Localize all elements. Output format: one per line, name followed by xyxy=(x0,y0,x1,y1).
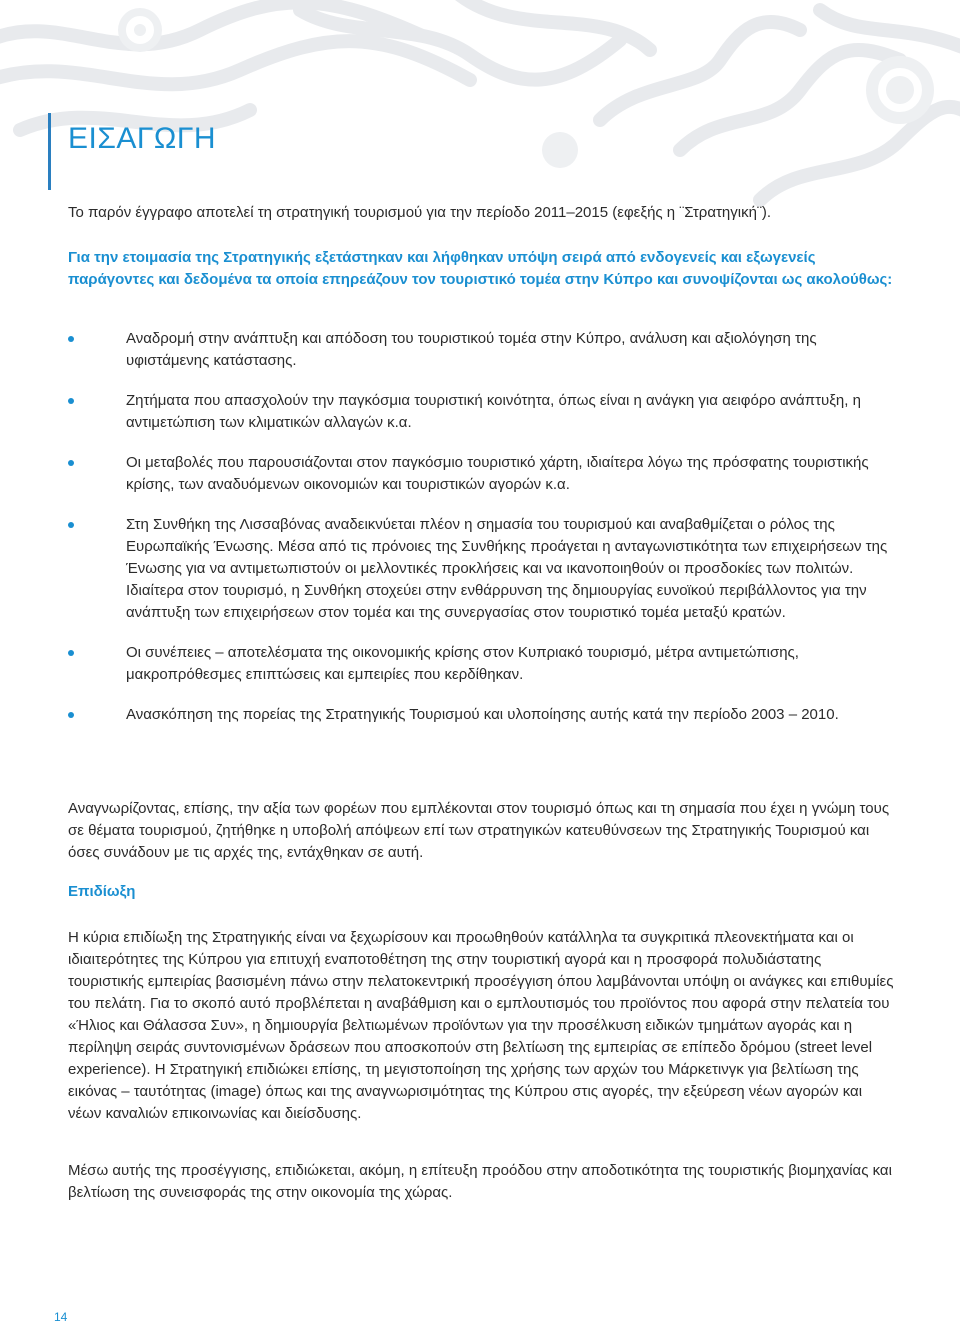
bullet-icon xyxy=(68,522,74,528)
list-item xyxy=(68,328,898,372)
intro-paragraph: Το παρόν έγγραφο αποτελεί τη στρατηγική τουρισμού για την περίοδο 2011–2015 (εφεξής η ¨Στρατηγική¨). xyxy=(68,204,772,221)
closing-paragraph: Μέσω αυτής της προσέγγισης, επιδιώκεται, ακόμη, η επίτευξη προόδου στην αποδοτικότητα της τουριστικής βιομηχανίας και βελτίωση της συνεισφοράς της στην οικονομία της χώρας. xyxy=(68,1162,892,1201)
recognition-paragraph: Αναγνωρίζοντας, επίσης, την αξία των φορέων που εμπλέκονται στον τουρισμό όπως και τη σημασία που έχει η γνώμη τους σε θέματα τουρισμού, ζητήθηκε η υποβολή απόψεων επί των στρατηγικών κατευθύνσεων της Στρατηγικής Τουρισμού και όσες συνάδουν με τις αρχές της, εντάχθηκαν σε αυτή. xyxy=(68,800,890,861)
list-item-text: Ανασκόπηση της πορείας της Στρατηγικής Τουρισμού και υλοποίησης αυτής κατά την περίοδο 2003 – 2010. xyxy=(126,706,839,723)
list-item-text: Στη Συνθήκη της Λισσαβόνας αναδεικνύεται πλέον η σημασία του τουρισμού και αναβαθμίζεται ο ρόλος της Ευρωπαϊκής Ένωσης. Μέσα από τις πρόνοιες της Συνθήκης προάγεται η ανταγωνιστικότητα των επιχειρήσεων της Ένωσης για να αντιμετωπιστούν οι μελλοντικές προκλήσεις και να ικανοποιηθούν οι προσδοκίες των πολιτών. Ιδιαίτερα στον τουρισμό, η Συνθήκη στοχεύει στην ενθάρρυνση της δημιουργίας ευνοϊκού περιβάλλοντος για την ανάπτυξη των επιχειρήσεων στον τομέα και της συνεργασίας στον τουριστικό τομέα μεταξύ κρατών. xyxy=(126,516,888,621)
list-item-text: Οι μεταβολές που παρουσιάζονται στον παγκόσμιο τουριστικό χάρτη, ιδιαίτερα λόγω της πρόσφατης τουριστικής κρίσης, των αναδυόμενων οικονομιών και τουριστικών αγορών κ.α. xyxy=(126,454,869,493)
list-item-text: Οι συνέπειες – αποτελέσματα της οικονομικής κρίσης στον Κυπριακό τουρισμό, μέτρα αντιμετώπισης, μακροπρόθεσμες επιπτώσεις και εμπειρίες που κερδίθηκαν. xyxy=(126,644,799,683)
decorative-wave-pattern xyxy=(0,0,960,215)
bullet-icon xyxy=(68,398,74,404)
title-accent-bar xyxy=(48,113,51,190)
list-item xyxy=(68,642,898,686)
list-item xyxy=(68,452,898,496)
objective-paragraph: Η κύρια επιδίωξη της Στρατηγικής είναι να ξεχωρίσουν και προωθηθούν κατάλληλα τα συγκριτικά πλεονεκτήματα και οι ιδιαιτερότητες της Κύπρου για επιτυχή εναποτοθέτηση της στην τουριστική αγορά και η προσφορά πολυδιάστατης τουριστικής εμπειρίας βασισμένη πάνω στην πελατοκεντρική προσέγγιση όπου λαμβάνονται υπόψη οι ανάγκες και επιθυμίες του πελάτη. Για το σκοπό αυτό προβλέπεται η αναβάθμιση και ο εμπλουτισμός του προϊόντος που αφορά στην πελατεία του «Ήλιος και Θάλασσα Συν», η δημιουργία βελτιωμένων προϊόντων για την προσέλκυση ειδικών τμημάτων αγοράς και η περίληψη σειράς συντονισμένων δράσεων που αποσκοπούν στη βελτίωση της εμπειρίας σε επίπεδο δρόμου (street level experience). Η Στρατηγική επιδιώκει επίσης, τη μεγιστοποίηση της χρήσης των αρχών του Μάρκετινγκ για βελτίωση της εικόνας – ταυτότητας (image) όπως και της αναγνωρισιμότητας της Κύπρου στις αγορές, την εξεύρεση νέων αγορών και νέων καναλιών επικοινωνίας και διείσδυσης. xyxy=(68,929,894,1122)
list-item xyxy=(68,514,898,624)
list-item xyxy=(68,390,898,434)
page-number: 14 xyxy=(54,1310,68,1324)
bullet-icon xyxy=(68,712,74,718)
list-item-text: Αναδρομή στην ανάπτυξη και απόδοση του τουριστικού τομέα στην Κύπρο, ανάλυση και αξιολόγηση της υφιστάμενης κατάστασης. xyxy=(126,330,817,369)
list-item xyxy=(68,704,898,726)
list-item-text: Ζητήματα που απασχολούν την παγκόσμια τουριστική κοινότητα, όπως είναι η ανάγκη για αειφόρο ανάπτυξη, η αντιμετώπιση των κλιματικών αλλαγών κ.α. xyxy=(126,392,861,431)
factors-list xyxy=(68,328,898,744)
page-title: ΕΙΣΑΓΩΓΗ xyxy=(68,122,217,155)
bullet-icon xyxy=(68,460,74,466)
lead-paragraph: Για την ετοιμασία της Στρατηγικής εξετάστηκαν και λήφθηκαν υπόψη σειρά από ενδογενείς και εξωγενείς παράγοντες και δεδομένα τα οποία επηρεάζουν τον τουριστικό τομέα στην Κύπρο και συνοψίζονται ως ακολούθως: xyxy=(68,249,893,288)
section-heading: Επιδίωξη xyxy=(68,883,136,900)
bullet-icon xyxy=(68,650,74,656)
bullet-icon xyxy=(68,336,74,342)
